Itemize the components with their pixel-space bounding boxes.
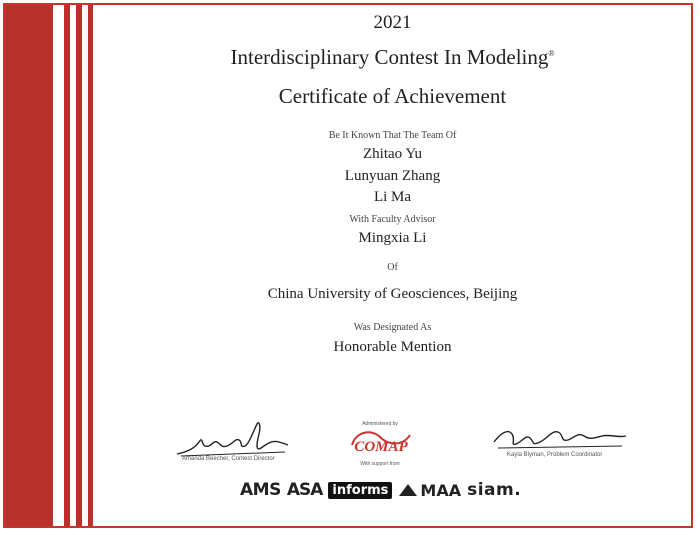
team-member: Lunyuan Zhang bbox=[344, 168, 441, 184]
sponsor-logos bbox=[240, 478, 521, 502]
designation-label: Was Designated As bbox=[353, 322, 432, 333]
award-designation: Honorable Mention bbox=[333, 339, 452, 355]
informs-logo: informs bbox=[328, 482, 392, 499]
maa-text: MAA bbox=[420, 480, 462, 500]
certificate-subtitle: Certificate of Achievement bbox=[278, 84, 507, 108]
ams-logo: AMS bbox=[240, 480, 281, 500]
coordinator-caption: Kayla Blyman, Problem Coordinator bbox=[507, 452, 603, 458]
siam-logo: siam. bbox=[467, 480, 522, 500]
advisor-label: With Faculty Advisor bbox=[349, 214, 436, 225]
support-label: With support from bbox=[360, 461, 400, 467]
institution-name: China University of Geosciences, Beijing bbox=[267, 286, 518, 302]
team-member: Zhitao Yu bbox=[362, 146, 423, 162]
of-label: Of bbox=[387, 262, 398, 273]
contest-title bbox=[100, 45, 685, 70]
director-caption: Amanda Beecher, Contest Director bbox=[182, 456, 275, 462]
administered-by-label: Administered by bbox=[362, 421, 398, 427]
team-intro-label: Be It Known That The Team Of bbox=[328, 130, 457, 141]
advisor-name: Mingxia Li bbox=[358, 230, 427, 246]
comap-logo-text: COMAP bbox=[354, 439, 408, 455]
registered-mark: ® bbox=[548, 49, 555, 58]
maa-logo bbox=[398, 481, 461, 500]
comap-logo bbox=[346, 427, 416, 455]
asa-logo: ASA bbox=[286, 480, 323, 500]
team-member: Li Ma bbox=[373, 189, 412, 205]
contest-title-text: Interdisciplinary Contest In Modeling bbox=[230, 45, 549, 69]
certificate-year: 2021 bbox=[373, 12, 412, 33]
maa-emblem-icon bbox=[398, 483, 418, 497]
